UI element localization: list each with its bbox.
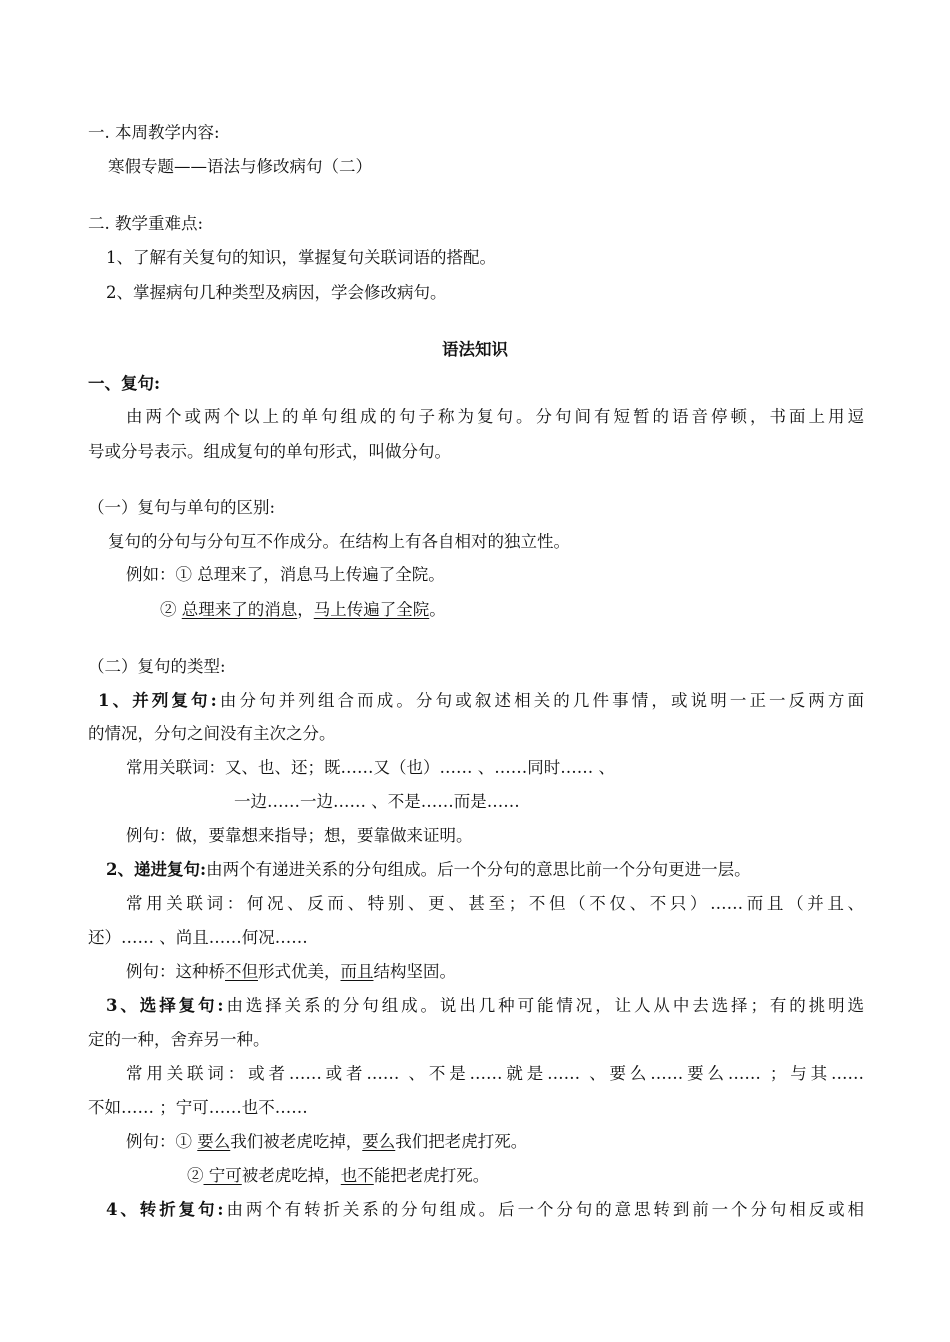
type-1-line-1	[98, 689, 864, 713]
example-text: 我们把老虎打死。	[395, 1132, 528, 1151]
example-number: ②	[160, 600, 182, 619]
sub-2-heading: （二）复句的类型:	[88, 657, 226, 676]
example-text: 例句：①	[126, 1132, 198, 1151]
example-text: 形式优美，	[258, 962, 341, 981]
punctuation: ，	[297, 600, 314, 619]
underlined-connective: 不但	[225, 962, 258, 981]
type-3-example-2	[187, 1164, 864, 1188]
type-4-label: 4、转折复句:	[106, 1200, 224, 1219]
key-point-2: 2、掌握病句几种类型及病因，学会修改病句。	[106, 283, 447, 302]
type-3-line-2: 定的一种，舍弃另一种。	[88, 1030, 270, 1049]
example-text: 被老虎吃掉，	[241, 1166, 341, 1185]
definition-line-2: 号或分号表示。组成复句的单句形式，叫做分句。	[88, 442, 451, 461]
type-2-words-2: 还）…… 、尚且……何况……	[88, 928, 308, 947]
type-3-example-1	[126, 1130, 864, 1154]
grammar-title: 语法知识	[442, 340, 508, 359]
example-text: 结构坚固。	[373, 962, 456, 981]
example-text: ②	[187, 1166, 204, 1185]
type-2-example	[126, 960, 864, 984]
example-text: 我们被老虎吃掉，	[230, 1132, 363, 1151]
underlined-connective: 也不	[340, 1166, 374, 1185]
type-3-text: 由选择关系的分句组成。说出几种可能情况，让人从中去选择；有的挑明选	[223, 996, 865, 1015]
punctuation: 。	[429, 600, 446, 619]
sub-1-description: 复句的分句与分句互不作成分。在结构上有各自相对的独立性。	[108, 532, 570, 551]
underlined-phrase: 马上传遍了全院	[313, 600, 430, 619]
type-2-label: 2、递进复句:	[106, 860, 207, 879]
example-text: 例句：这种桥	[126, 962, 225, 981]
sub-1-heading: （一）复句与单句的区别:	[88, 498, 276, 517]
type-1-example: 例句：做，要靠想来指导；想，要靠做来证明。	[126, 826, 473, 845]
key-point-1: 1、了解有关复句的知识，掌握复句关联词语的搭配。	[106, 248, 496, 267]
type-3-words-2: 不如…… ；宁可……也不……	[88, 1098, 308, 1117]
type-1-label: 1、并列复句:	[98, 691, 217, 710]
type-4-line-1	[106, 1198, 864, 1222]
type-3-words-1: 常用关联词：或者……或者…… 、不是……就是…… 、要么……要么…… ；与其……	[126, 1064, 864, 1083]
type-2-line-1	[106, 858, 864, 882]
underlined-connective: 宁可	[203, 1166, 242, 1185]
type-1-words-2: 一边……一边…… 、不是……而是……	[234, 792, 520, 811]
type-3-line-1	[106, 994, 864, 1018]
part-1-heading: 一、复句:	[88, 374, 161, 393]
type-2-words-1: 常用关联词：何况、反而、特别、更、甚至；不但（不仅、不只）……而且（并且、	[126, 894, 864, 913]
type-1-words-1: 常用关联词：又、也、还；既……又（也）…… 、……同时…… 、	[126, 758, 615, 777]
underlined-phrase: 总理来了的消息	[181, 600, 298, 619]
section-2-heading: 二. 教学重难点:	[88, 214, 204, 233]
section-1-topic: 寒假专题——语法与修改病句（二）	[108, 157, 372, 176]
sub-1-example-1: 例如：① 总理来了，消息马上传遍了全院。	[126, 565, 445, 584]
definition-line-1: 由两个或两个以上的单句组成的句子称为复句。分句间有短暂的语音停顿，书面上用逗	[126, 407, 864, 426]
example-text: 能把老虎打死。	[373, 1166, 490, 1185]
type-1-line-2: 的情况，分句之间没有主次之分。	[88, 724, 336, 743]
sub-1-example-2	[160, 598, 864, 622]
underlined-connective: 要么	[197, 1132, 231, 1151]
type-3-label: 3、选择复句:	[106, 996, 224, 1015]
type-4-text: 由两个有转折关系的分句组成。后一个分句的意思转到前一个分句相反或相	[223, 1200, 865, 1219]
section-1-heading: 一. 本周教学内容:	[88, 123, 220, 142]
type-2-text: 由两个有递进关系的分句组成。后一个分句的意思比前一个分句更进一层。	[206, 860, 751, 879]
underlined-connective: 而且	[340, 962, 374, 981]
type-1-text: 由分句并列组合而成。分句或叙述相关的几件事情，或说明一正一反两方面	[216, 691, 865, 710]
underlined-connective: 要么	[362, 1132, 396, 1151]
